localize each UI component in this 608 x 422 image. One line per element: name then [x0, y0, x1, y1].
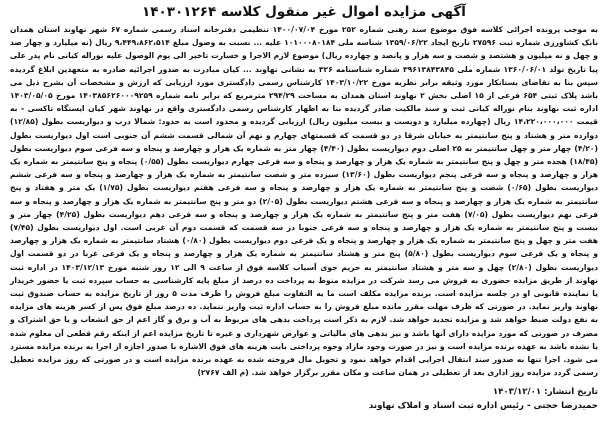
- signature: حمیدرضا حجتی - رئیس اداره ثبت اسناد و املاک نهاوند: [368, 401, 598, 412]
- publication-date: تاریخ انتشار: ۱۴۰۳/۱۲/۰۱: [492, 387, 598, 398]
- notice-title: آگهی مزایده اموال غیر منقول کلاسه ۱۴۰۳۰۱۲۶۴: [142, 4, 466, 20]
- notice-footer: [10, 385, 598, 413]
- notice-body: به موجب پرونده اجرائی کلاسه فوق موضوع سند رهنی شماره ۲۵۲ مورخ ۱۴۰۰/۰۷/۰۴ تنظیمی دفترخانه اسناد رسمی شماره ۶۷ شهر نهاوند استان همدان بانک کشاورزی شماره ثبت ۲۷۵۹۶ تاریخ ایجاد ۱۳۵۹/۰۶/۲۲ شناسه ملی ۱۰۱۰۰۰۸۰۱۸۴ علیه ... نسبت به وصول مبلغ ۹،۴۴۹،۸۶۲،۵۱۴ ریال (نه میلیارد و چهار صد و چهل و نه میلیون و هشتصد و شصت و سه هزار و پانصد و چهارده ریال) موضوع لازم الاجرا و خسارت تاخیر الی یوم الوصول علیه نوراله کیانی نام پدر علی پیا تاریخ تولد ۱۳۶۰/۰۶/۰۱ شماره ملی ۳۹۶۱۳۸۴۳۸۴۵ شماره شناسنامه ۳۲۶ به نشانی نهاوند ... کیان مبادرت به صدور اجرائیه صادره به متعهدین ابلاغ گردیده سپس بنا به تقاضای بستانکار مورد وثیقه برابر نظریه مورخ ۱۴۰۳/۱۰/۲۲ کارشناس رسمی دادگستری مورد ارزیابی که ارزش و مشخصات آن بشرح ذیل می باشد پلاک ثبتی ۶۵۴ فرعی از ۱۵ اصلی بخش ۲ نهاوند استان همدان به مساحت ۲۹۴/۲۹ مترمربع که برابر نامه شماره ۱۴۰۳۸۵۶۲۶۰۰۰۹۲۵۹ مورخ ۱۴۰۳/۰۵/۰۵ اداره ثبت نهاوند بنام نوراله کیانی ثبت و سند مالکیت صادر گردیده بنا به اظهار کارشناس رسمی دادگستری واقع در نهاوند شهر کیان ایستگاه تاکسی - به قیمت ۱۴،۲۲۰،۰۰۰،۰۰۰ ریال (چهارده میلیارد و دویست و بیست میلیون ریال) ارزیابی گردیده و محدود است به حدود: شمالا درب و دیواریست بطول (۱۲/۸۵) دوازده متر و هشتاد و پنج سانتیمتر به خیابان شرقا در دو قسمت که قسمتهای چهارم و نهم آن شمالی قسمت ششم آن جنوبی است اول دیواریست بطول (۴/۲۰) چهار متر و چهل سانتیمتر به ۲۵ اصلی دوم دیواریست بطول (۴/۴۰) چهار متر به شماره یک هزار و چهارصد و پنجاه و سه فرعی سوم دیواریست بطول (۱۸/۴۵) هجده متر و چهل و پنج سانتیمتر به شماره یک هزار و چهارصد و پنجاه و سه فرعی چهارم دیواریست بطول (۰/۵۵) پنجاه و پنج سانتیمتر به شماره یک هزار و چهارصد و پنجاه و سه فرعی پنجم دیواریست بطول (۱۳/۶۰) سیزده متر و شصت سانتیمتر به شماره یک هزار و چهارصد و پنجاه و سه فرعی ششم دیواریست بطول (۰/۶۵) شصت و پنج سانتیمتر به شماره یک هزار و چهارصد و پنجاه و سه فرعی هفتم دیواریست بطول (۱/۷۵) یک متر و هفتاد و پنج سانتیمتر به شماره یک هزار و چهارصد و پنجاه و سه فرعی هشتم دیواریست بطول (۲/۰۵) دو متر و پنج سانتیمتر به شماره یک هزار و چهارصد و پنجاه و سه فرعی نهم دیواریست بطول (۷/۰۵) هفت متر و پنج سانتیمتر به شماره یک هزار و چهارصد و پنجاه و سه فرعی دهم دیواریست بطول (۴/۲۵) چهار متر و بیست و پنج سانتیمتر به شماره یک هزار و چهارصد و پنجاه و سه فرعی جنوبا در سه قسمت که قسمت دوم آن غربی است. اول دیواریست بطول (۷/۴۵) هفت متر و چهل و پنج سانتیمتر به شماره یک هزار و چهارصد و پنجاه و یک فرعی دوم دیواریست بطول (۰/۸۰) هشتاد سانتیمتر به شماره یک هزار و چهارصد و پنجاه و یک فرعی سوم دیواریست بطول (۵/۸۰) پنج متر و هشتاد سانتیمتر به شماره یک هزار و چهارصد و پنجاه و یک فرعی غربا در دو قسمت اول دیواریست بطول (۲/۸۰) چهل و سه متر و هشتاد سانتیمتر به حریم جوی آسیاب کلاسه فوق از ساعت ۹ الی ۱۲ روز شنبه مورخ ۱۴۰۳/۱۲/۱۳ در اداره ثبت نهاوند از طریق مزایده حضوری به فروش می رسد شرکت در مزایده منوط به پرداخت ده درصد از مبلغ پایه کارشناسی به حساب سپرده ثبت یا حضور خریدار یا نماینده قانونی او در جلسه مزایده است. برنده مزایده مکلف است ما به التفاوت مبلغ فروش را ظرف مدت ۵ روز از تاریخ مزایده به حساب صندوق ثبت نهاوند واریز نماید. در صورتی که ظرف مهلت مقرر مانده مبلغ فروش را به حساب اداره ثبت واریز ننماید. ده درصد مبلغ فوق پس از کسر هزینه های مزایده به نفع دولت ضبط خواهد شد و مزایده تجدید خواهد شد. لازم به ذکر است پرداخت بدهی های مربوط به آب و برق و گاز اعم از حق انشعاب و یا حق اشتراک و مصرف در صورتی که مورد مزایده دارای آنها باشد و نیز بدهی های مالیاتی و عوارض شهرداری و غیره تا تاریخ مزایده اعم از اینکه رقم قطعی آن معلوم شده یا نشده باشد به عهده برنده مزایده است و نیز در صورت وجود مازاد وجوه پرداختی بابت هزینه های فوق الاشاره با صدور اجازه از اجرا به برنده مزایده مسترد می شود. اجرا تنها به صدور سند انتقال اجرایی اقدام خواهد نمود و تحویل مال فروخته شده به عهده برنده مزایده است و در صورتی که روز مزایده تعطیل رسمی گردد مزایده روز اداری بعد از تعطیلی در همان ساعت و مکان مقرر برگزار خواهد شد. (م الف ۲۷۶۷): [10, 25, 599, 378]
